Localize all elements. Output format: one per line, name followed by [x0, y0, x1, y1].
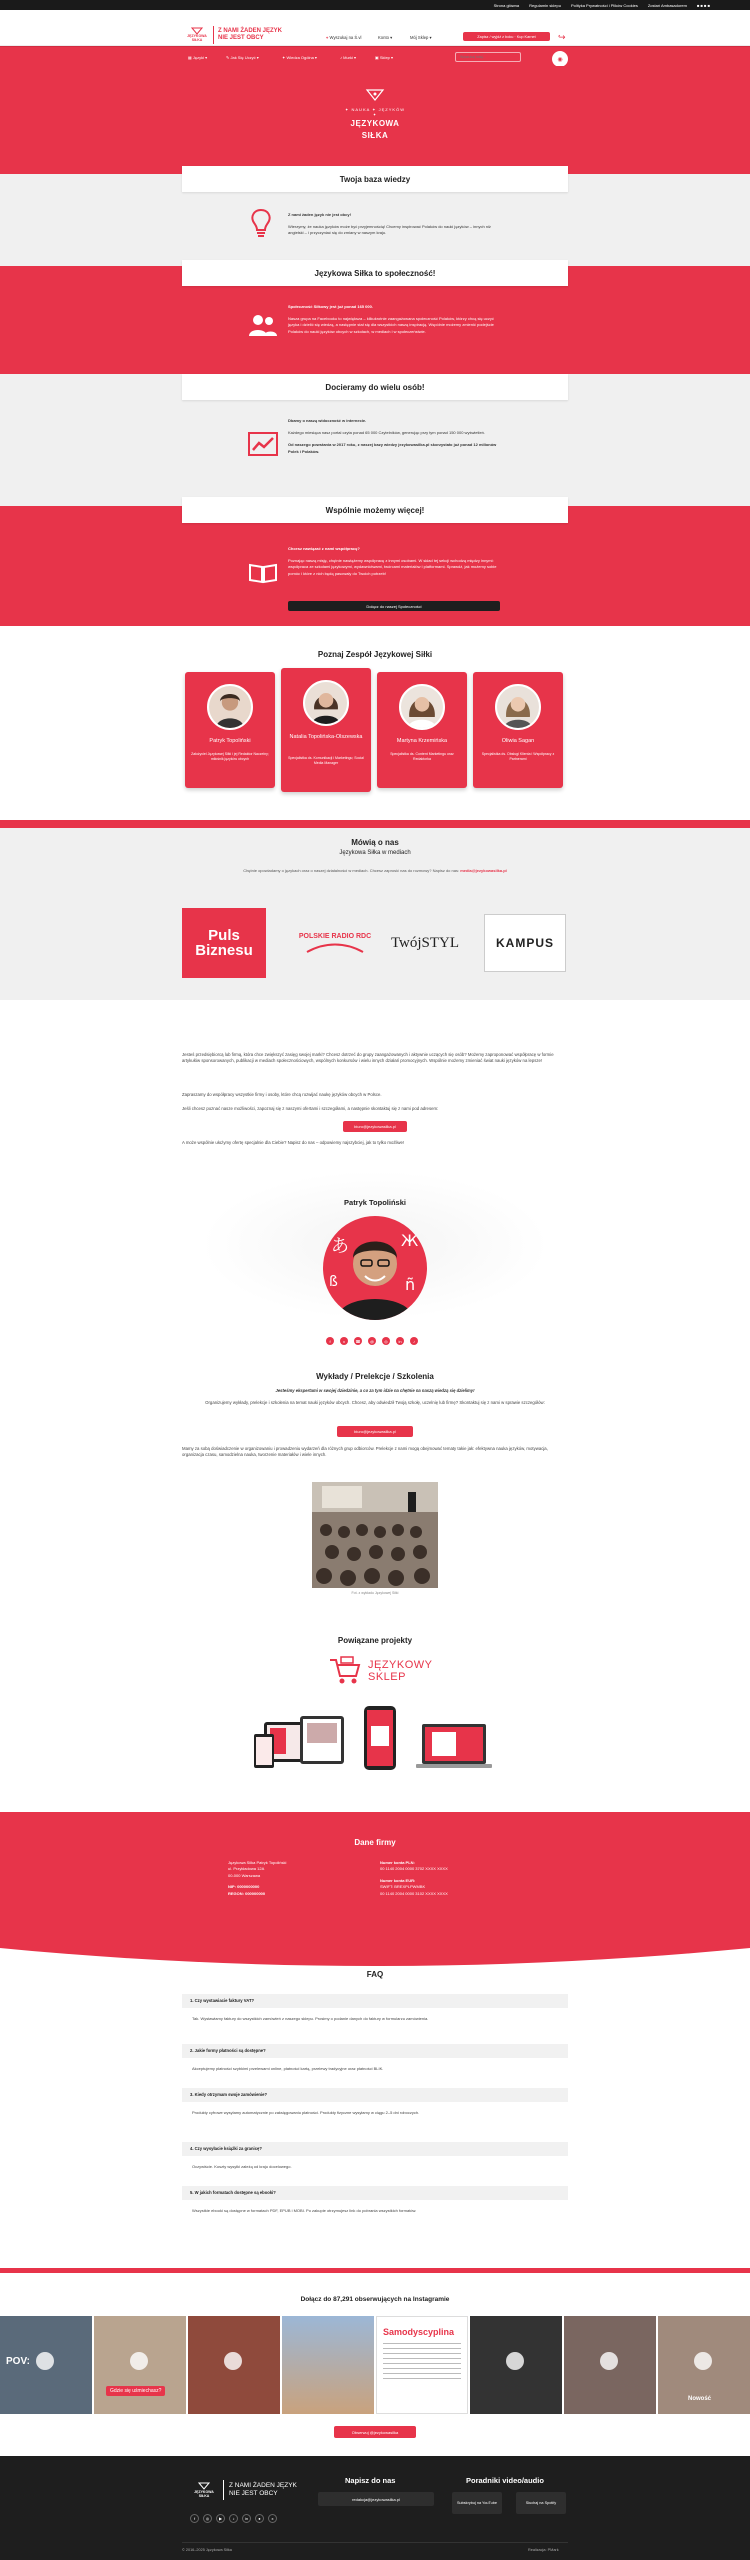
section-extra: Od naszego powstania w 2017 roku, z naszej bazy wiedzy jezykowasilka.pl skorzystało już ponad 12 milionów Polek i Polaków. [288, 442, 497, 454]
topbar-link[interactable]: Regulamin sklepu [529, 2, 561, 8]
spotify-icon[interactable]: ● [255, 2514, 264, 2523]
instagram-follow-button[interactable]: Obserwuj @jezykowasilka [334, 2426, 416, 2438]
faq-question[interactable]: 4. Czy wysyłacie książki za granicę? [182, 2142, 568, 2156]
footer-logo-mark [190, 2476, 218, 2504]
footer-logo-text [229, 2482, 297, 2498]
spotify-listen-button[interactable]: Słuchaj na Spotify [516, 2492, 566, 2514]
nav-item-languages[interactable]: ▦ Języki ▾ [188, 55, 208, 60]
lectures-paragraph: Mamy za sobą doświadczenie w organizowaniu i prowadzeniu wydarzeń dla różnych grup odbiorców. Prelekcje z nami mogą obejmować tematy takie jak: efektywna nauka języków, motywacja, organizacja czasu, samodzielna nauka, tworzenie materiałów i wiele innych. [182, 1446, 548, 1458]
logo-line: NIE JEST OBCY [218, 35, 264, 41]
instagram-post[interactable] [188, 2316, 280, 2414]
post-caption: Nowość [688, 2396, 712, 2402]
nav-item-general[interactable]: ✦ Wiedza Ogólna ▾ [282, 55, 317, 60]
top-strip [0, 0, 750, 10]
faq-answer: Tak. Wystawiamy faktury do wszystkich zamówień z naszego sklepu. Prosimy o podanie danych do faktury w formularzu zamówienia. [192, 2016, 429, 2021]
company-line: Językowa Siłka Patryk Topoliński [228, 1860, 287, 1865]
kampus-logo [484, 914, 566, 972]
book-icon [248, 562, 278, 591]
section-text [288, 212, 498, 237]
footer-contact-title: Napisz do nas [345, 2476, 396, 2485]
hero-title-line: JĘZYKOWA [350, 119, 400, 128]
svg-text:あ: あ [331, 1236, 349, 1257]
section-heading: Społeczność Siłkowy jest już ponad 165 000. [288, 304, 373, 309]
company-line: SWIFT: BREXPLPWMBK [380, 1884, 426, 1890]
header-account-link[interactable]: Konto ▾ [378, 35, 393, 40]
header-shop-link[interactable]: Mój Sklep ▾ [410, 35, 432, 40]
social-icons[interactable]: ■ ■ ■ ■ [697, 2, 710, 8]
facebook-icon[interactable]: f [190, 2514, 199, 2523]
header-search-link[interactable] [326, 35, 361, 40]
x-icon[interactable]: x [340, 1337, 348, 1345]
hero-title-line: SIŁKA [361, 130, 389, 140]
divider [0, 2268, 750, 2273]
logo-separator [223, 2480, 224, 2500]
section-title: Językowa Siłka to społeczność! [182, 260, 568, 286]
section-title: Wspólnie możemy więcej! [182, 497, 568, 523]
pin-icon: ⌖ [326, 35, 329, 40]
rdc-logo [290, 908, 380, 978]
footer-email-button[interactable]: redakcja@jezykowasilka.pl [318, 2492, 434, 2506]
about-paragraph: A może wspólnie ułożymy ofertę specjalnie dla Ciebie? Napisz do nas – odpowiemy najszybciej, jak to tylko możliwe! [182, 1140, 405, 1145]
phone-icon[interactable]: ☎ [355, 1338, 361, 1344]
company-line: 00-000 Warszawa [228, 1872, 261, 1878]
nav-item-how-to-learn[interactable]: ✎ Jak Się Uczyć ▾ [226, 55, 259, 60]
company-line: Numer konta EUR: [380, 1877, 416, 1883]
email-button[interactable]: biuro@jezykowasilka.pl [343, 1121, 407, 1132]
member-role: Specjalistka ds. Komunikacji i Marketingu; Social Media Manager [288, 756, 364, 765]
member-name: Oliwia Sagan [501, 738, 535, 744]
company-col1 [228, 1860, 358, 1897]
nav-label: Jak Się Uczyć ▾ [230, 55, 259, 60]
play-icon [600, 2352, 618, 2370]
copyright: © 2016–2025 Językowa Siłka [182, 2548, 232, 2552]
section-text [288, 304, 498, 335]
member-role: Specjalistka ds. Content Marketingu oraz Redaktorka [390, 752, 454, 761]
shop-logo-line: JĘZYKOWY [368, 1658, 433, 1671]
photo-caption: Fot. z wykładu Językowej Siłki [351, 1591, 399, 1595]
hero-tagline: ✦ NAUKA ✦ JĘZYKÓW ✦ [345, 107, 405, 117]
play-icon [224, 2352, 242, 2370]
faq-question[interactable]: 1. Czy wystawiacie faktury VAT? [182, 1994, 568, 2008]
team-card[interactable] [185, 672, 275, 788]
media-email-link[interactable]: media@jezykowasilka.pl [460, 868, 507, 873]
post-caption: Gdzie się uśmiechasz? [106, 2386, 165, 2396]
instagram-title: Dołącz do 87,291 obserwujących na Instagramie [300, 2296, 450, 2303]
mail-icon[interactable]: @ [369, 1338, 375, 1344]
media-subtitle: Językowa Siłka w mediach [339, 850, 411, 856]
nav-label: Wiedza Ogólna ▾ [286, 55, 317, 60]
topbar-link[interactable]: Zostań Ambasadorem [647, 2, 687, 8]
section-heading: Dbamy o naszą widoczność w internecie. [288, 418, 367, 423]
logo-line: Z NAMI ŻADEN JĘZYK [218, 27, 283, 34]
member-role: Specjalistka ds. Obsługi Klienta i Współpracy z Partnerami [481, 752, 555, 761]
media-description [210, 868, 540, 874]
about-paragraph: Jeśli chcesz poznać nasze możliwości, zapoznaj się z naszymi ofertami i szczegółami, a następnie skontaktuj się z nami pod adresem: [182, 1106, 439, 1111]
footer-logo[interactable] [190, 2476, 297, 2504]
team-card[interactable] [473, 672, 563, 788]
faq-answer: Wszystkie ebooki są dostępne w formatach PDF, EPUB i MOBI. Po zakupie otrzymujesz link do pobrania wszystkich formatów. [192, 2208, 417, 2213]
nav-label: Języki ▾ [192, 55, 208, 60]
section-text [288, 418, 498, 455]
cart-icon[interactable]: ◉ [552, 51, 568, 67]
faq-question[interactable]: 5. W jakich formatach dostępne są ebooki? [182, 2186, 568, 2200]
post-caption: Samodyscyplina [383, 2327, 455, 2337]
team-title: Poznaj Zespół Językowej Siłki [317, 650, 433, 659]
nav-item-shop[interactable]: ▣ Sklep ▾ [375, 55, 394, 60]
section-heading: Z nami żaden język nie jest obcy! [288, 212, 351, 217]
rdc-ornament [305, 940, 365, 954]
company-line: ul. Przykładowa 12A [228, 1866, 265, 1872]
play-icon [506, 2352, 524, 2370]
divider [0, 820, 750, 828]
nav-item-murki[interactable]: ♪ Murki ▾ [340, 55, 357, 60]
facebook-icon[interactable]: f [326, 1337, 334, 1345]
youtube-icon[interactable]: ▶ [216, 2514, 225, 2523]
company-line: NIP: 0000000000 [228, 1884, 260, 1890]
faq-answer: Oczywiście. Koszty wysyłki zależą od kraju docelowego. [192, 2164, 292, 2169]
logo-brand: JĘZYKOWA SIŁKA [194, 2490, 214, 2498]
member-name: Patryk Topoliński [209, 738, 251, 744]
section-body: Nasza grupa na Facebooku to największa – kilkukrotnie zaangażowana społeczność Polaków, którzy chcą się uczyć języka i dzielić się wiedzą, a następnie stał się dla wszystkich naszą inspiracją. Wspólnie możemy zmienić podejście Polaków do nauki języków obcych w szkołach, w mediach i w społeczeństwie. [288, 316, 494, 334]
instagram-post[interactable] [470, 2316, 562, 2414]
avatar [399, 684, 445, 730]
faq-question[interactable]: 3. Kiedy otrzymam swoje zamówienie? [182, 2088, 568, 2102]
company-col2 [380, 1860, 540, 1897]
company-wave [0, 1942, 750, 1972]
logo-brand: JĘZYKOWA SIŁKA [187, 34, 207, 42]
section-title: Twoja baza wiedzy [182, 166, 568, 192]
footer-divider [182, 2542, 568, 2543]
nav-label: Murki ▾ [343, 55, 357, 60]
faq-title: FAQ [366, 1970, 384, 1979]
faq-answer: Produkty cyfrowe wysyłamy automatycznie po zaksięgowaniu płatności. Produkty fizyczne wysyłamy w ciągu 2–5 dni roboczych. [192, 2110, 420, 2115]
logo-text: TwójSTYL [390, 934, 460, 951]
instagram-icon[interactable]: ◎ [382, 1337, 390, 1345]
faq-question[interactable]: 2. Jakie formy płatności są dostępne? [182, 2044, 568, 2058]
logo-line: NIE JEST OBCY [229, 2490, 278, 2497]
site-logo[interactable] [185, 23, 282, 47]
header-item-label: Wyszukaj na Ś.vl [329, 35, 362, 40]
lectures-lead: Jesteśmy ekspertami w swojej dziedzinie, a co za tym idzie na chętnie na naszą wiedzą się dzielimy! [275, 1388, 475, 1393]
section-title: Docieramy do wielu osób! [182, 374, 568, 400]
puls-biznesu-logo [182, 908, 266, 978]
linkedin-icon[interactable]: in [242, 2514, 251, 2523]
avatar [495, 684, 541, 730]
about-paragraph: Jesteś przedsiębiorcą lub firmą, która chce zwiększyć zasięg swojej marki? Chcesz dotrzeć do grupy zaangażowanych i aktywnie uczących się osób? Możemy zaproponować współpracę w formie artykułów sponsorowanych, publikacji w mediach społecznościowych, wspólnych konkursów i wielu innych działań promocyjnych. Wspólnie możemy zmieniać świat nauki języków na lepsze! [182, 1052, 554, 1064]
logo-text: Puls Biznesu [195, 927, 253, 959]
avatar [207, 684, 253, 730]
shop-logo[interactable] [328, 1656, 433, 1686]
logo-text: KAMPUS [495, 936, 554, 950]
svg-text:Ж: Ж [401, 1231, 419, 1250]
footer-guides-title: Poradniki video/audio [466, 2476, 544, 2485]
instagram-post[interactable] [564, 2316, 656, 2414]
search-input[interactable] [455, 52, 521, 62]
team-card[interactable] [281, 668, 371, 792]
footer [0, 2456, 750, 2560]
post-text-lines [383, 2343, 461, 2383]
twoj-styl-logo [380, 908, 470, 978]
lectures-email-button[interactable]: biuro@jezykowasilka.pl [337, 1426, 413, 1437]
section-body: Każdego miesiąca nasz portal czyta ponad 65 000 Czytelników, generując przy tym ponad 150 000 wyświetleń. [288, 430, 486, 436]
youtube-subscribe-button[interactable]: Subskrybuj na YouTube [452, 2492, 502, 2514]
section-body: Poznając naszą misję, chętnie nawiążemy współpracę z innymi osobami. W skład tej sekcji wchodzą między innymi: współpraca ze szkołami językowymi, wydawnictwami, twórcami materiałów i platformami. Sprawdź, jak możemy sobie pomóc i które z nich będą pasowały do Twoich potrzeb! [288, 558, 497, 576]
tiktok-icon[interactable]: ♪ [410, 1337, 418, 1345]
people-icon [248, 314, 278, 345]
nav-label: Sklep ▾ [379, 55, 394, 60]
instagram-post[interactable] [282, 2316, 374, 2414]
shop-cart-icon [328, 1656, 362, 1686]
tiktok-icon[interactable]: ♪ [229, 2514, 238, 2523]
lightbulb-icon [248, 208, 274, 245]
lectures-title: Wykłady / Prelekcje / Szkolenia [316, 1372, 434, 1381]
media-title: Mówią o nas [351, 838, 399, 847]
dumbbell-icon [365, 88, 385, 102]
avatar [303, 680, 349, 726]
media-desc-text: Chętnie opowiadamy o językach oraz o naszej działalności w mediach. Chcesz zaprosić nas do rozmowy? Napisz do nas: [243, 868, 460, 873]
logo-text [218, 28, 282, 43]
play-icon [130, 2352, 148, 2370]
lectures-paragraph: Organizujemy wykłady, prelekcje i szkolenia na temat nauki języków obcych. Chcesz, aby odwiedził Twoją szkołę, uczelnię lub firmę? Skontaktuj się z nami w sprawie szczegółów: [205, 1400, 545, 1405]
company-section [0, 1812, 750, 1942]
logo-line: Z NAMI ŻADEN JĘZYK [229, 2481, 297, 2489]
linkedin-icon[interactable]: in [396, 1337, 404, 1345]
member-name: Martyna Krzemińska [396, 738, 448, 744]
header [0, 10, 750, 46]
main-nav [0, 46, 750, 66]
post-caption: POV: [6, 2356, 30, 2367]
instagram-feed [0, 2316, 750, 2416]
company-line: 00 1140 2004 0000 3102 XXXX XXXX [380, 1890, 448, 1896]
member-role: Założyciel Językowej Siłki i jej Redaktor Naczelny; miłośnik języków obcych [191, 752, 269, 761]
instagram-post[interactable] [658, 2316, 750, 2414]
member-name: Natalia Topolińska-Olszewska [289, 734, 363, 740]
join-community-button[interactable]: Dołącz do naszej Społeczności [288, 601, 500, 611]
logo-mark [185, 23, 209, 47]
company-line: Numer konta PLN: [380, 1860, 415, 1865]
svg-text:ß: ß [329, 1274, 338, 1290]
company-line: REGON: 000000000 [228, 1890, 266, 1896]
logo-text: POLSKIE RADIO RDC [298, 932, 372, 940]
instagram-post[interactable] [0, 2316, 92, 2414]
devices-mockup [252, 1704, 498, 1774]
logo-separator [213, 26, 214, 44]
logout-icon[interactable]: ↪ [558, 32, 566, 42]
topbar-link[interactable]: Polityka Prywatności i Plików Cookies [570, 2, 638, 8]
instagram-post[interactable] [376, 2316, 468, 2414]
lecture-photo [312, 1482, 438, 1588]
company-line: 00 1140 2004 0000 3702 XXXX XXXX [380, 1866, 448, 1872]
company-title: Dane firmy [354, 1838, 396, 1847]
play-icon [36, 2352, 54, 2370]
section-text [288, 546, 498, 577]
founder-name: Patryk Topoliński [344, 1198, 406, 1207]
hero-logo [345, 88, 405, 140]
x-icon[interactable]: x [268, 2514, 277, 2523]
header-cta-button[interactable]: Zapisz / wyjdź z boku · Kup Karnet [463, 32, 550, 41]
founder-photo [323, 1216, 427, 1320]
projects-title: Powiązane projekty [337, 1636, 413, 1645]
about-paragraph: Zapraszamy do współpracy wszystkie firmy i osoby, które chcą rozwijać naukę języków obcych w Polsce. [182, 1092, 382, 1097]
chart-icon [248, 432, 278, 463]
section-heading: Chcesz nawiązać z nami współpracę? [288, 546, 360, 551]
faq-answer: Akceptujemy płatności szybkimi przelewami online, płatności kartą, przelewy tradycyjne oraz płatności BLIK. [192, 2066, 384, 2071]
team-card[interactable] [377, 672, 467, 788]
play-icon [694, 2352, 712, 2370]
instagram-post[interactable] [94, 2316, 186, 2414]
shop-logo-line: SKLEP [368, 1671, 406, 1683]
team-cards [0, 672, 750, 800]
instagram-icon[interactable]: ◎ [203, 2514, 212, 2523]
footer-social [190, 2514, 277, 2523]
section-body: Wierzymy, że nauka języków może być przyjemnością! Chcemy inspirować Polaków do nauki języków – innych niż angielski – i przyczyniać się do zmiany w naszym kraju. [288, 224, 491, 236]
svg-text:ñ: ñ [405, 1275, 416, 1294]
topbar-link[interactable]: Strona główna [493, 2, 520, 8]
credit: Realizacja: PMark [528, 2548, 559, 2552]
